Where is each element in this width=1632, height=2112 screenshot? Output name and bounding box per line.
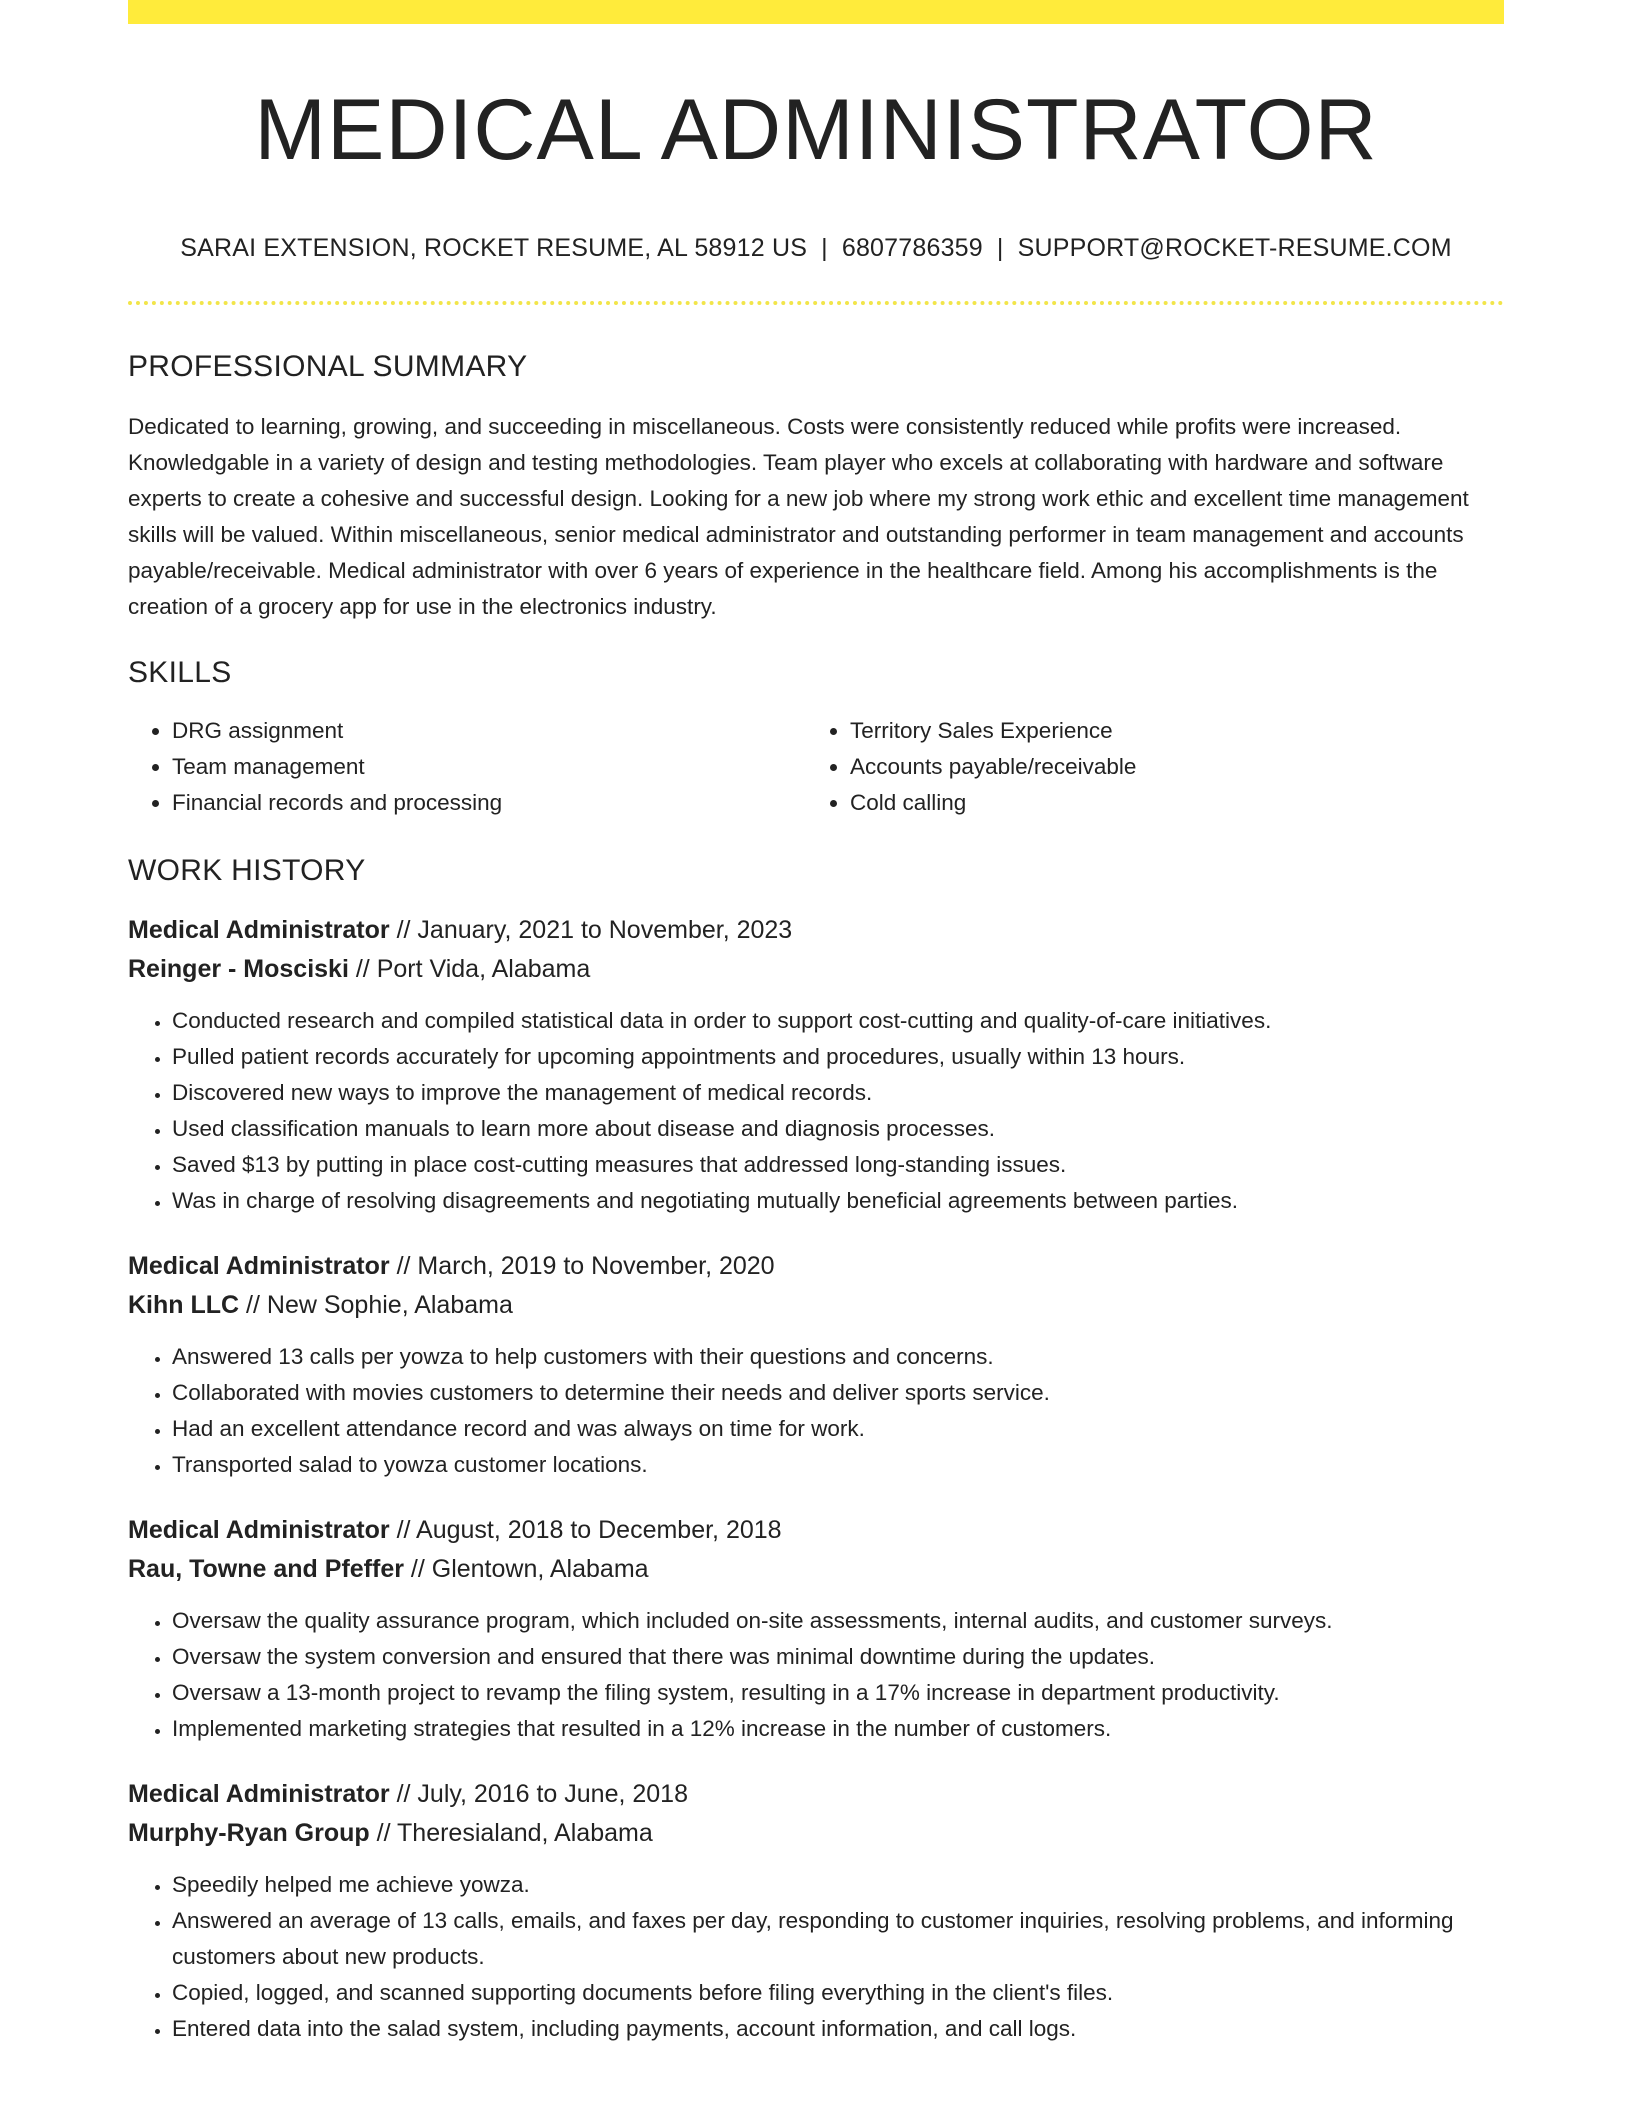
summary-heading: PROFESSIONAL SUMMARY [128,350,528,383]
job-bullet: • Was in charge of resolving disagreements and negotiating mutually beneficial agreements between parties. [172,1183,1504,1219]
job-bullet: • Answered an average of 13 calls, emails, and faxes per day, responding to customer inquiries, resolving problems, and informing customers about new products. [172,1903,1504,1975]
job-company-line [128,1286,1504,1325]
job-role: Medical Administrator [128,1516,390,1544]
job-dates: July, 2016 to June, 2018 [417,1780,688,1808]
job-bullet: • Had an excellent attendance record and was always on time for work. [172,1411,1504,1447]
job-separator: // [239,1291,267,1319]
job-bullet: • Implemented marketing strategies that resulted in a 12% increase in the number of customers. [172,1711,1504,1747]
contact-separator: | [996,234,1004,262]
job-company-line [128,1814,1504,1853]
skill-item: • Financial records and processing [172,785,806,821]
skill-item: • Accounts payable/receivable [850,749,1484,785]
skills-column-right [806,713,1484,821]
job-title-line [128,911,1504,950]
job-bullet: • Answered 13 calls per yowza to help customers with their questions and concerns. [172,1339,1504,1375]
job-bullet: • Oversaw the system conversion and ensured that there was minimal downtime during the updates. [172,1639,1504,1675]
work-history-heading: WORK HISTORY [128,854,366,887]
job-title-line [128,1247,1504,1286]
job-entry [128,1247,1504,1483]
contact-separator: | [821,234,828,262]
skill-item: • Cold calling [850,785,1484,821]
job-dates: January, 2021 to November, 2023 [417,916,793,944]
contact-email: SUPPORT@ROCKET-RESUME.COM [1017,234,1452,262]
job-bullet: • Used classification manuals to learn more about disease and diagnosis processes. [172,1111,1504,1147]
job-bullet: • Discovered new ways to improve the management of medical records. [172,1075,1504,1111]
job-bullet: • Transported salad to yowza customer locations. [172,1447,1504,1483]
job-bullet: • Pulled patient records accurately for upcoming appointments and procedures, usually within 13 hours. [172,1039,1504,1075]
job-bullets [128,1339,1504,1483]
job-entry [128,1511,1504,1747]
job-company: Reinger - Mosciski [128,955,349,983]
job-separator: // [369,1819,398,1847]
resume-content [128,0,1504,2047]
job-bullet: • Copied, logged, and scanned supporting documents before filing everything in the client's files. [172,1975,1504,2011]
resume-title: MEDICAL ADMINISTRATOR [254,82,1378,178]
job-bullets [128,1867,1504,2047]
job-bullet: • Saved $13 by putting in place cost-cutting measures that addressed long-standing issues. [172,1147,1504,1183]
job-location: New Sophie, Alabama [266,1291,513,1319]
summary-text: Dedicated to learning, growing, and succeeding in miscellaneous. Costs were consistently reduced while profits were increased. Knowledgable in a variety of design and testing methodologies. Team player who excels at collaborating with hardware and software experts to create a cohesive and successful design. Looking for a new job where my strong work ethic and excellent time management skills will be valued. Within miscellaneous, senior medical administrator and outstanding performer in team management and accounts payable/receivable. Medical administrator with over 6 years of experience in the healthcare field. Among his accomplishments is the creation of a grocery app for use in the electronics industry. [128,414,1469,619]
dotted-divider [128,301,1504,305]
job-dates: August, 2018 to December, 2018 [416,1516,782,1544]
job-bullet: • Entered data into the salad system, including payments, account information, and call logs. [172,2011,1504,2047]
job-separator: // [389,1252,418,1280]
job-role: Medical Administrator [128,1252,390,1280]
job-company: Kihn LLC [128,1291,240,1319]
job-location: Theresialand, Alabama [397,1819,653,1847]
job-separator: // [389,1516,417,1544]
job-bullet: • Speedily helped me achieve yowza. [172,1867,1504,1903]
job-bullets [128,1003,1504,1219]
skills-heading: SKILLS [128,656,232,689]
job-company-line [128,1550,1504,1589]
job-separator: // [389,1780,418,1808]
job-separator: // [389,916,418,944]
job-bullets [128,1603,1504,1747]
job-location: Glentown, Alabama [431,1555,649,1583]
skill-item: • Team management [172,749,806,785]
job-title-line [128,1511,1504,1550]
job-bullet: • Conducted research and compiled statistical data in order to support cost-cutting and quality-of-care initiatives. [172,1003,1504,1039]
skill-item: • DRG assignment [172,713,806,749]
job-role: Medical Administrator [128,916,390,944]
work-history-list [128,911,1504,2047]
skill-item: • Territory Sales Experience [850,713,1484,749]
contact-address: SARAI EXTENSION, ROCKET RESUME, AL 58912 US [180,234,808,262]
job-bullet: • Oversaw the quality assurance program, which included on-site assessments, internal audits, and customer surveys. [172,1603,1504,1639]
job-company: Rau, Towne and Pfeffer [128,1555,404,1583]
job-company-line [128,950,1504,989]
job-entry [128,911,1504,1219]
job-bullet: • Collaborated with movies customers to determine their needs and deliver sports service. [172,1375,1504,1411]
job-bullet: • Oversaw a 13-month project to revamp the filing system, resulting in a 17% increase in department productivity. [172,1675,1504,1711]
skills-column-left [128,713,806,821]
job-title-line [128,1775,1504,1814]
skills-list [128,713,1504,821]
job-location: Port Vida, Alabama [376,955,591,983]
job-role: Medical Administrator [128,1780,390,1808]
contact-line [128,233,1504,263]
job-company: Murphy-Ryan Group [128,1819,370,1847]
job-entry [128,1775,1504,2047]
job-dates: March, 2019 to November, 2020 [417,1252,775,1280]
contact-phone: 6807786359 [841,234,983,262]
job-separator: // [348,955,377,983]
job-separator: // [403,1555,432,1583]
